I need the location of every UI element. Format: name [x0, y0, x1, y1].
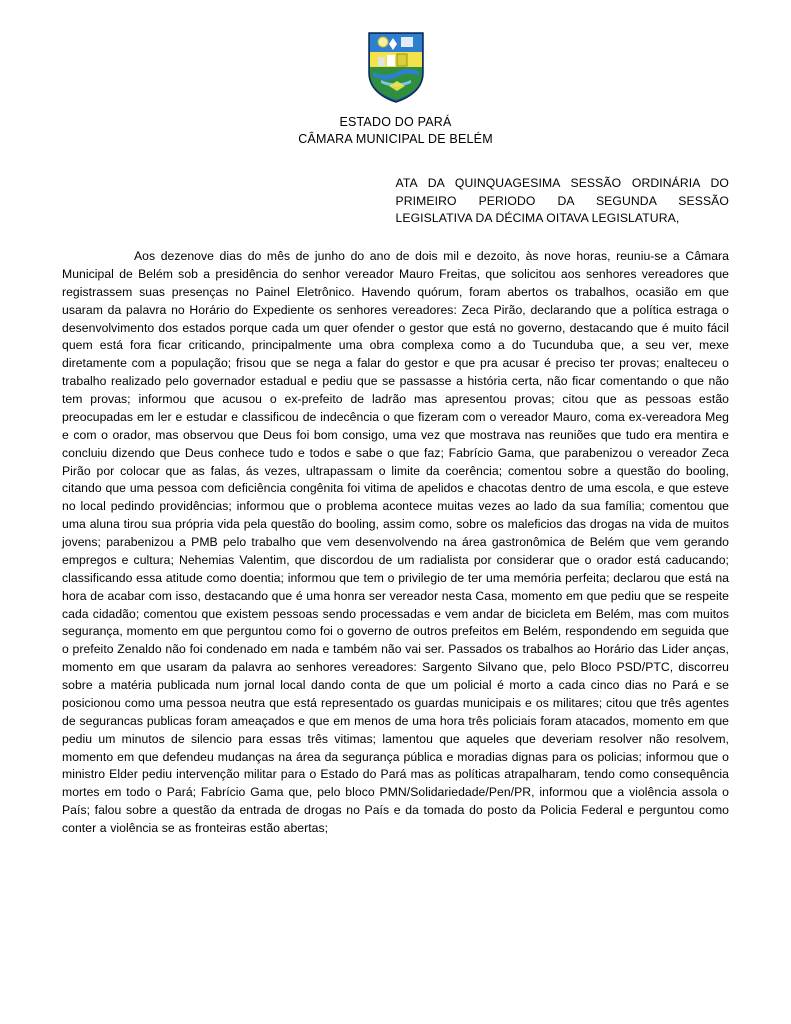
crest-container — [62, 30, 729, 104]
header-state-line: ESTADO DO PARÁ — [339, 115, 452, 129]
brasao-belem-crest-icon — [365, 30, 427, 104]
header-institution-line: CÂMARA MUNICIPAL DE BELÉM — [298, 131, 493, 146]
document-title-block: ATA DA QUINQUAGESIMA SESSÃO ORDINÁRIA DO PRIMEIRO PERIODO DA SEGUNDA SESSÃO LEGISLATIVA DA DÉCIMA OITAVA LEGISLATURA, — [395, 176, 729, 226]
document-body — [62, 248, 729, 838]
document-header — [62, 114, 729, 147]
body-paragraph: Aos dezenove dias do mês de junho do ano de dois mil e dezoito, às nove horas, reuniu-se a Câmara Municipal de Belém sob a presidência do senhor vereador Mauro Freitas, que solicitou aos senhores vereadores que registrassem suas presenças no Painel Eletrônico. Havendo quórum, foram abertos os trabalhos, ocasião em que usaram da palavra no Horário do Expediente os senhores vereadores: Zeca Pirão, declarando que a política estraga o desenvolvimento dos estados porque cada um quer ofender o gestor que está no governo, destacando que é muito fácil quem está fora ficar criticando, principalmente uma obra complexa como a do Tucunduba que, a seu ver, mexe diretamente com a população; frisou que se nega a falar do gestor e que pra acusar é preciso ter provas; enalteceu o trabalho realizado pelo governador estadual e pediu que se passasse a história certa, não ficar comentando o que não tem provas; informou que acusou o ex-prefeito de ladrão mas apresentou provas; citou que as pessoas estão preocupadas em ler e estudar e classificou de indecência o que fizeram com o vereador Mauro, coma ex-vereadora Meg e com o orador, mas observou que Deus foi bom consigo, uma vez que mostrava nas reuniões que tudo era mentira e concluiu dizendo que Deus conhece tudo e todos e sabe o que faz; Fabrício Gama, que parabenizou o vereador Zeca Pirão por colocar que as falas, ás vezes, ultrapassam o limite da coerência; comentou sobre a questão do booling, citando que uma pessoa com deficiência congênita foi vitima de apelidos e chacotas dentro de uma escola, e que esteve no local pedindo providências; informou que o problema acontece muitas vezes ao lado da sua família; comentou que uma aluna tirou sua própria vida pela questão do booling, assim como, sobre os maleficios das drogas na vida de muitos jovens; parabenizou a PMB pelo trabalho que vem desenvolvendo na área gastronômica de Belém que vem gerando empregos e cultura; Nehemias Valentim, que discordou de um radialista por considerar que o orador está caducando; classificando essa atitude como doentia; informou que tem o privilegio de ter uma memória perfeita; declarou que está na hora de acabar com isso, destacando que é uma honra ser vereador nesta Casa, momento em que pediu que se respeite cada cidadão; comentou que existem pessoas sendo processadas e vem andar de bicicleta em Belém, mas com muitos segurança, momento em que perguntou como foi o governo de outros prefeitos em Belém, respondendo em seguida que o prefeito Zenaldo não foi condenado em nada e também não vai ser. Passados os trabalhos ao Horário das Lider anças, momento em que usaram da palavra ao senhores vereadores: Sargento Silvano que, pelo Bloco PSD/PTC, discorreu sobre a matéria publicada num jornal local dando conta de que um policial é morto a cada cinco dias no Pará e se posicionou como uma pessoa neutra que está representado os guardas municipais e os militares; citou que três agentes de segurancas publicas foram ameaçados e que em menos de uma hora três policiais foram atacados, momento em que pediu um minutos de silencio para essas três vitimas; lamentou que aqueles que deveriam resolver não resolvem, momento em que defendeu mudanças na área da segurança pública e moradias dignas para os policias; informou que o ministro Elder pediu intervenção militar para o Estado do Pará mas as políticas atrapalharam, tendo como consequência mortes em todo o Pará; Fabrício Gama que, pelo bloco PMN/Solidariedade/Pen/PR, informou que a violência assola o País; falou sobre a questão da entrada de drogas no País e da tomada do posto da Policia Federal e perguntou como conter a violência se as fronteiras estão abertas; — [62, 249, 729, 836]
